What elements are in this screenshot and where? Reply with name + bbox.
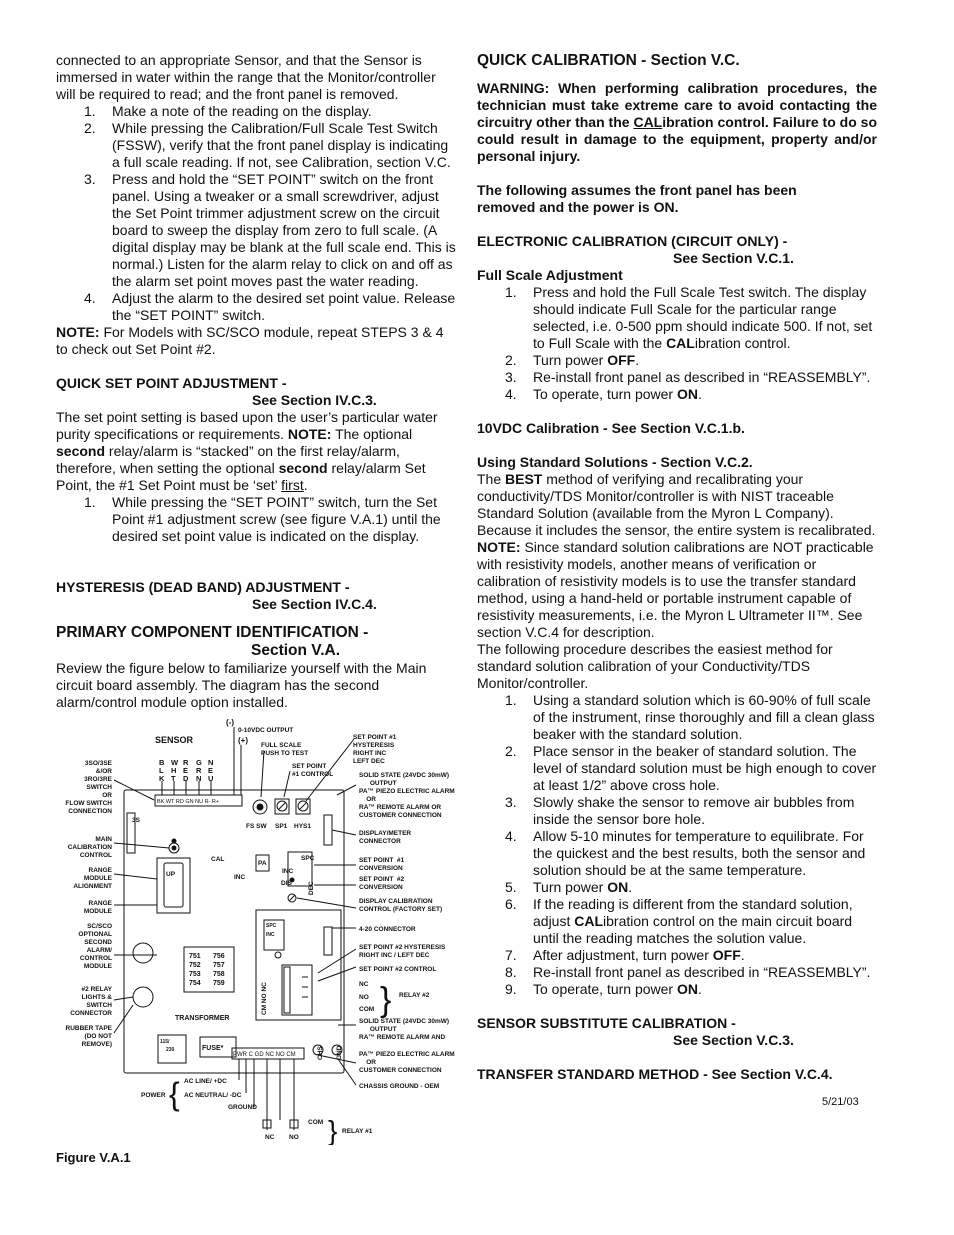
step-number: 2. <box>84 120 96 136</box>
assumption-paragraph: The following assumes the front panel has been removed and the power is ON. <box>477 182 797 215</box>
component-id-heading: PRIMARY COMPONENT IDENTIFICATION - <box>56 624 369 641</box>
callout-solid-state-2: RA™ REMOTE ALARM AND <box>359 1034 446 1041</box>
spc-small-label: SPC <box>266 923 277 929</box>
callout-rubber-tape: (DO NOT <box>84 1033 112 1040</box>
callout-main-cal: CONTROL <box>79 852 112 859</box>
callout-display-connector: DISPLAY/METER <box>359 830 412 837</box>
callout-relay2-lights: SWITCH <box>86 1002 112 1009</box>
sp1-hysteresis-label: RIGHT INC <box>353 750 387 757</box>
note-label: NOTE: <box>56 324 100 340</box>
step-text: If the reading is different from the standard solution, adjust <box>533 896 853 929</box>
callout-3so: OR <box>102 792 112 799</box>
standard-solutions-heading: Using Standard Solutions - Section V.C.2. <box>477 454 753 470</box>
bold-word: ON <box>676 981 698 997</box>
callout-solid-state-2: SOLID STATE (24VDC 30mW) <box>359 1018 450 1025</box>
callout-range-align: ALIGNMENT <box>73 883 112 890</box>
step-text: Slowly shake the sensor to remove air bubbles from inside the sensor bore hole. <box>533 794 855 827</box>
full-scale-steps-list <box>477 284 877 403</box>
wire-label: E <box>183 766 189 775</box>
wire-label: D <box>183 774 189 783</box>
bold-word: second <box>278 460 328 476</box>
step-text: Re-install front panel as described in “REASSEMBLY”. <box>533 369 871 385</box>
callout-rubber-tape: RUBBER TAPE <box>65 1025 112 1032</box>
standard-solutions-paragraph <box>477 471 877 641</box>
set-point-steps-list <box>56 494 456 545</box>
sensor-substitute-ref: See Section V.C.3. <box>673 1032 794 1048</box>
step-number: 4. <box>505 386 517 402</box>
callout-pa-alarm-2: CUSTOMER CONNECTION <box>359 1067 442 1074</box>
list-item <box>477 743 877 794</box>
callout-sp1-conversion: CONVERSION <box>359 865 403 872</box>
relay1-no-label: NO <box>289 1134 299 1141</box>
sp1-label: SP1 <box>275 823 288 830</box>
step-text: . <box>628 879 633 895</box>
bold-word: CAL <box>666 335 695 351</box>
step-number: 1. <box>505 284 517 300</box>
voltage-label: 230 <box>166 1047 175 1053</box>
callout-sp2-conversion: SET POINT #2 <box>359 876 405 883</box>
step-text: Adjust the alarm to the desired set point value. Release the “SET POINT” switch. <box>112 290 456 323</box>
text-run: Since standard solution calibrations are NOT practicable with resistivity models, another means of verification or calibration of resistivity models is to use the transfer standard method, using a hand-held or portable instrument capable of resistivity measurements, i.e. the Myron L Ultrameter II™. See section V.C.4 for description. <box>477 539 874 640</box>
callout-4-20: 4-20 CONNECTOR <box>359 926 416 933</box>
up-label: UP <box>166 871 176 878</box>
inc-label: INC <box>234 874 246 881</box>
bold-word: OFF <box>712 947 741 963</box>
vdc-output-label: 0-10VDC OUTPUT <box>238 727 294 734</box>
callout-sp2-control: SET POINT #2 CONTROL <box>359 966 437 973</box>
bold-word: ON <box>607 879 629 895</box>
step-number: 6. <box>505 896 517 912</box>
callout-range-align: MODULE <box>83 875 112 882</box>
list-item <box>477 947 877 964</box>
callout-3so: FLOW SWITCH <box>65 800 112 807</box>
text-run: method of verifying and recalibrating your conductivity/TDS Monitor/controller is with NIST traceable Standard Solution (available from the Myron L Company). Because it includes the sensor, the entire system is recalibrated. <box>477 471 876 538</box>
full-scale-heading: Full Scale Adjustment <box>477 267 623 283</box>
callout-range-module: RANGE <box>88 900 112 907</box>
hysteresis-ref: See Section IV.C.4. <box>252 596 377 612</box>
board-outline <box>124 790 344 1073</box>
negative-label: (-) <box>226 718 234 727</box>
callout-3so: CONNECTION <box>68 808 112 815</box>
callout-relay2-lights: #2 RELAY <box>81 986 112 993</box>
sp1-hysteresis-label: HYSTERESIS <box>353 742 395 749</box>
wire-label: L <box>159 766 164 775</box>
fuse-label: FUSE* <box>202 1045 224 1052</box>
range-module <box>157 858 190 913</box>
3s-label: 3S <box>132 817 140 824</box>
step-text: While pressing the Calibration/Full Scale Test Switch (FSSW), verify that the front panel display is indicating a full scale reading. If not, see Calibration, section V.C. <box>112 120 451 170</box>
figure-caption: Figure V.A.1 <box>56 1150 131 1165</box>
transformer-label: TRANSFORMER <box>175 1015 230 1022</box>
callout-solid-state-1: PA™ PIEZO ELECTRIC ALARM <box>359 788 455 795</box>
dec-label: DEC <box>308 881 315 895</box>
spc-label: SPC <box>301 855 315 862</box>
pa-label: PA <box>258 860 267 867</box>
step-number: 3. <box>84 171 96 187</box>
step-number: 2. <box>505 352 517 368</box>
relay2-no: NO <box>359 994 369 1001</box>
callout-sp2-hysteresis: SET POINT #2 HYSTERESIS <box>359 944 446 951</box>
callout-pa-alarm-2: PA™ PIEZO ELECTRIC ALARM <box>359 1051 455 1058</box>
electronic-calibration-ref: See Section V.C.1. <box>673 250 794 266</box>
sp1-control-label: #1 CONTROL <box>292 771 334 778</box>
hys1-label: HYS1 <box>294 823 311 830</box>
note-text: For Models with SC/SCO module, repeat STEPS 3 & 4 to check out Set Point #2. <box>56 324 444 357</box>
model-number: 751 <box>189 953 201 960</box>
step-text: . <box>635 352 640 368</box>
model-number: 759 <box>213 980 225 987</box>
callout-sc-module: OPTIONAL <box>78 931 112 938</box>
wire-label: N <box>208 758 214 767</box>
list-item <box>477 964 877 981</box>
power-brace: { <box>169 1076 180 1112</box>
wire-label: W <box>171 758 179 767</box>
step-text: Press and hold the Full Scale Test switch. The display should indicate Full Scale for the particular range selected, i.e. 0-500 ppm should indicate 500. If not, set to Full Scale with the <box>533 284 873 351</box>
list-item <box>477 692 877 743</box>
step-number: 9. <box>505 981 517 997</box>
relay1-com-label: COM <box>308 1119 324 1126</box>
left-column <box>56 52 456 711</box>
fs-sw-label: FS SW <box>246 823 267 830</box>
step-number: 1. <box>84 103 96 119</box>
step-number: 8. <box>505 964 517 980</box>
bold-word: CAL <box>574 913 604 929</box>
step-text: . <box>697 386 702 402</box>
list-item <box>56 494 456 545</box>
callout-3so: SWITCH <box>86 784 112 791</box>
callout-chassis-ground: CHASSIS GROUND - OEM <box>359 1083 440 1090</box>
text-run: The set point setting is based upon the user’s particular water purity specifications or requirements. <box>56 409 438 442</box>
callout-rubber-tape: REMOVE) <box>81 1041 112 1048</box>
procedure-intro: The following procedure describes the easiest method for standard solution calibration of your Conductivity/TDS Monitor/controller. <box>477 641 833 691</box>
wire-label: K <box>159 774 165 783</box>
text-run: relay/alarm Set Point, the #1 Set Point must be ‘set’ <box>56 460 426 493</box>
callout-sp1-conversion: SET POINT #1 <box>359 857 405 864</box>
list-item <box>56 171 456 290</box>
step-number: 4. <box>505 828 517 844</box>
wire-label: N <box>196 774 202 783</box>
ac-neutral-label: AC NEUTRAL/ -DC <box>184 1092 242 1099</box>
chs-label: CHS <box>317 1046 324 1060</box>
inc-label: INC <box>282 868 294 875</box>
gnd-label: GND <box>336 1045 343 1060</box>
text-run: The optional <box>331 426 413 442</box>
callout-solid-state-2: OUTPUT <box>359 1026 397 1033</box>
sp1-control-label: SET POINT <box>292 763 327 770</box>
list-item <box>56 290 456 324</box>
step-text: Make a note of the reading on the display. <box>112 103 372 119</box>
text-run: . <box>303 477 308 493</box>
quick-set-point-ref: See Section IV.C.3. <box>252 392 377 408</box>
step-text: Using a standard solution which is 60-90% of full scale of the instrument, rinse thoroughly and fill a clean glass beaker with the standard solution. <box>533 692 875 742</box>
callout-relay2-lights: LIGHTS & <box>81 994 112 1001</box>
callout-sc-module: SC/SCO <box>87 923 112 930</box>
component-id-paragraph: Review the figure below to familiarize yourself with the Main circuit board assembly. The diagram has the second alarm/control module option installed. <box>56 660 427 710</box>
positive-label: (+) <box>238 736 248 745</box>
callout-relay2-lights: CONNECTOR <box>70 1010 112 1017</box>
cm-no-nc-label: CM NO NC <box>261 982 268 1015</box>
callout-pa-alarm-2: OR <box>359 1059 376 1066</box>
relay2-label: RELAY #2 <box>399 992 430 999</box>
list-item <box>477 352 877 369</box>
terminal-labels: BK WT RD GN NU R- R+ <box>157 799 220 805</box>
power-label: POWER <box>141 1092 166 1099</box>
model-number: 753 <box>189 971 201 978</box>
step-text: Re-install front panel as described in “REASSEMBLY”. <box>533 964 871 980</box>
display-connector <box>324 815 332 845</box>
voltage-label: 115/ <box>160 1039 170 1045</box>
step-number: 3. <box>505 369 517 385</box>
rubber-tape-2 <box>133 987 153 1007</box>
step-number: 1. <box>84 494 96 510</box>
list-item <box>477 896 877 947</box>
relay1-brace: } <box>328 1115 338 1145</box>
note-label: NOTE: <box>477 539 521 555</box>
list-item <box>477 794 877 828</box>
bold-word: ON <box>676 386 698 402</box>
model-number: 752 <box>189 962 201 969</box>
relay1-nc-label: NC <box>265 1134 275 1141</box>
bold-word: BEST <box>505 471 543 487</box>
callout-solid-state-1: SOLID STATE (24VDC 30mW) <box>359 772 450 779</box>
bold-word: OFF <box>607 352 636 368</box>
ground-label: GROUND <box>228 1104 257 1111</box>
step-text: . <box>697 981 702 997</box>
10vdc-heading: 10VDC Calibration - See Section V.C.1.b. <box>477 420 745 436</box>
step-number: 3. <box>505 794 517 810</box>
callout-display-connector: CONNECTOR <box>359 838 401 845</box>
step-text: While pressing the “SET POINT” switch, turn the Set Point #1 adjustment screw (see figure V.A.1) until the desired set point value is indicated on the display. <box>112 494 441 544</box>
cal-label: CAL <box>211 856 225 863</box>
callout-display-calibration: DISPLAY CALIBRATION <box>359 898 433 905</box>
list-item <box>477 981 877 998</box>
list-item <box>56 103 456 120</box>
text-run: ibration control. Failure to do so could result in damage to the equipment, property and/or personal injury. <box>477 114 878 164</box>
quick-set-point-heading: QUICK SET POINT ADJUSTMENT - <box>56 375 287 391</box>
callout-display-calibration: CONTROL (FACTORY SET) <box>359 906 443 913</box>
text-run: The <box>477 471 506 487</box>
step-text: To operate, turn power <box>533 386 677 402</box>
component-id-ref: Section V.A. <box>251 642 341 659</box>
dis-label: DIS <box>281 880 292 887</box>
step-text: Allow 5-10 minutes for temperature to equilibrate. For the quickest and the best results, both the sensor and solution should be at the same temperature. <box>533 828 866 878</box>
model-number: 754 <box>189 980 201 987</box>
list-item <box>477 828 877 879</box>
transfer-standard-heading: TRANSFER STANDARD METHOD - See Section V.C.4. <box>477 1066 833 1082</box>
step-text: Turn power <box>533 879 608 895</box>
callout-solid-state-1: RA™ REMOTE ALARM OR <box>359 804 442 811</box>
step-text: ibration control on the main circuit board until the reading matches the solution value. <box>533 913 853 946</box>
wire-label: E <box>208 766 214 775</box>
note-label: NOTE: <box>287 426 332 442</box>
callout-sc-module: SECOND <box>84 939 112 946</box>
rubber-tape-1 <box>133 943 153 963</box>
callout-3so: 3RO/3RE <box>84 776 112 783</box>
wire-label: B <box>159 758 165 767</box>
step-number: 5. <box>505 879 517 895</box>
wire-label: H <box>171 766 177 775</box>
step-number: 1. <box>505 692 517 708</box>
note-paragraph <box>56 324 456 358</box>
callout-sc-module: MODULE <box>83 963 112 970</box>
text-run: relay/alarm is “stacked” on the first relay/alarm, therefore, when setting the optional <box>56 443 400 476</box>
hysteresis-heading: HYSTERESIS (DEAD BAND) ADJUSTMENT - <box>56 579 350 595</box>
list-item <box>56 120 456 171</box>
intro-paragraph: connected to an appropriate Sensor, and that the Sensor is immersed in water within the range that the Monitor/controller will be required to read; and the front panel is removed. <box>56 52 436 102</box>
text-run: WARNING: When performing calibration procedures, the technician must take extreme care to avoid contacting the circuitry other than the <box>477 80 877 130</box>
model-number: 757 <box>213 962 225 969</box>
sp1-hysteresis-label: SET POINT #1 <box>353 734 397 741</box>
quick-calibration-heading: QUICK CALIBRATION - Section V.C. <box>477 52 740 69</box>
list-item <box>477 369 877 386</box>
electronic-calibration-heading: ELECTRONIC CALIBRATION (CIRCUIT ONLY) - <box>477 233 788 249</box>
callout-solid-state-1: CUSTOMER CONNECTION <box>359 812 442 819</box>
callout-sp2-conversion: CONVERSION <box>359 884 403 891</box>
step-number: 2. <box>505 743 517 759</box>
step-text: After adjustment, turn power <box>533 947 713 963</box>
sp1-hysteresis-label: LEFT DEC <box>353 758 385 765</box>
callout-main-cal: MAIN <box>95 836 112 843</box>
right-column <box>477 52 877 1083</box>
step-number: 4. <box>84 290 96 306</box>
step-text: ibration control. <box>694 335 791 351</box>
4-20-connector <box>324 927 332 955</box>
bold-word: second <box>56 443 106 459</box>
power-terminal-labels: PWR C GD NC NO CM <box>233 1052 296 1058</box>
step-text: To operate, turn power <box>533 981 677 997</box>
circuit-board-diagram <box>56 715 476 1145</box>
callout-solid-state-1: OR <box>359 796 376 803</box>
inc-small-label: INC <box>266 932 275 938</box>
sensor-label: SENSOR <box>155 735 194 745</box>
callout-3so: &/OR <box>95 768 112 775</box>
wire-label: U <box>208 774 214 783</box>
model-number: 758 <box>213 971 225 978</box>
full-scale-label: FULL SCALE <box>261 742 302 749</box>
callout-3so: 3SO/3SE <box>84 760 112 767</box>
wire-label: T <box>171 774 176 783</box>
wire-label: G <box>196 758 202 767</box>
list-item <box>477 879 877 896</box>
callout-solid-state-1: OUTPUT <box>359 780 397 787</box>
callout-sc-module: CONTROL <box>79 955 112 962</box>
step-number: 7. <box>505 947 517 963</box>
step-text: Turn power <box>533 352 608 368</box>
callout-main-cal: CALIBRATION <box>67 844 112 851</box>
relay2-block <box>282 965 312 1015</box>
underlined-word: first <box>281 477 304 493</box>
sensor-substitute-heading: SENSOR SUBSTITUTE CALIBRATION - <box>477 1015 736 1031</box>
step-text: Place sensor in the beaker of standard solution. The level of standard solution must be high enough to cover at least 1/2” above cross hole. <box>533 743 877 793</box>
wire-label: R <box>196 766 202 775</box>
revision-date: 5/21/03 <box>822 1096 859 1108</box>
quick-set-point-paragraph <box>56 409 456 494</box>
callout-range-module: MODULE <box>83 908 112 915</box>
underlined-word: CAL <box>633 114 663 130</box>
relay2-com: COM <box>359 1006 375 1013</box>
relay1-label: RELAY #1 <box>342 1128 373 1135</box>
standard-solution-steps-list <box>477 692 877 998</box>
list-item <box>477 284 877 352</box>
list-item <box>477 386 877 403</box>
step-text: . <box>740 947 745 963</box>
wire-label: R <box>183 758 189 767</box>
callout-sc-module: ALARM/ <box>86 947 112 954</box>
ac-line-label: AC LINE/ +DC <box>184 1078 227 1085</box>
model-number: 756 <box>213 953 225 960</box>
callout-sp2-hysteresis: RIGHT INC / LEFT DEC <box>359 952 430 959</box>
relay2-nc: NC <box>359 981 369 988</box>
check-steps-list <box>56 103 456 324</box>
step-text: Press and hold the “SET POINT” switch on the front panel. Using a tweaker or a small screwdriver, adjust the Set Point trimmer adjustment screw on the circuit board to sweep the display from zero to full scale. (A digital display may be blank at the full scale end. This is normal.) Listen for the alarm relay to click on and off as the alarm set point moves past the water reading. <box>112 171 456 289</box>
full-scale-label: PUSH TO TEST <box>261 750 309 757</box>
relay2-brace: } <box>380 981 392 1019</box>
callout-range-align: RANGE <box>88 867 112 874</box>
warning-paragraph <box>477 80 877 165</box>
